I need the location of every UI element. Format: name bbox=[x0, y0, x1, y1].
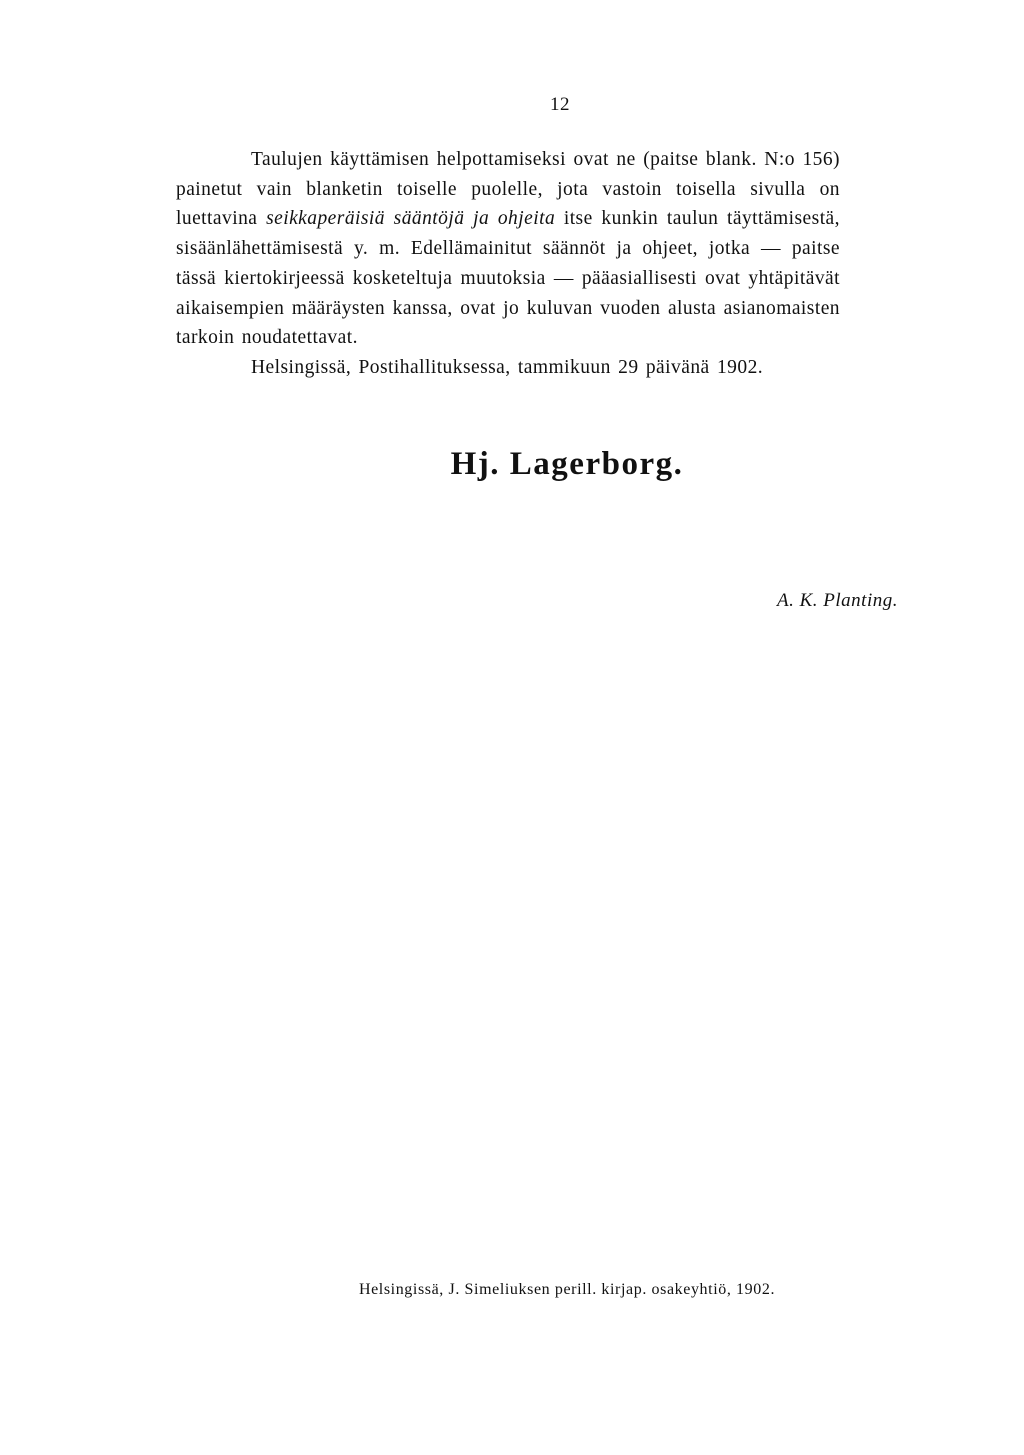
closing-line: Helsingissä, Postihallituksessa, tammikuun 29 päivänä 1902. bbox=[251, 356, 764, 378]
body-text bbox=[176, 145, 840, 383]
printer-imprint: Helsingissä, J. Simeliuksen perill. kirjap. osakeyhtiö, 1902. bbox=[358, 1281, 776, 1298]
italic-phrase: seikkaperäisiä sääntöjä ja ohjeita bbox=[266, 208, 556, 230]
body-paragraph bbox=[176, 145, 840, 353]
paragraph-text-start: Taulujen käyttämisen helpottamiseksi ovat ne (paitse blank. N:o 156) painetut vain blanketin toiselle puolelle, jota vastoin toisella sivulla on luettavina bbox=[176, 149, 840, 230]
paragraph-text-end: itse kunkin taulun täyttämisestä, sisäänlähettämisestä y. m. Edellämainitut säännöt ja ohjeet, jotka — paitse tässä kiertokirjeessä kosketeltuja muutoksia — pääasiallisesti ovat yhtäpitävät aikaisempien määräysten kanssa, ovat jo kuluvan vuoden alusta asianomaisten tarkoin noudatettavat. bbox=[176, 208, 840, 349]
signature-main: Hj. Lagerborg. bbox=[450, 446, 684, 482]
page-number: 12 bbox=[550, 94, 570, 115]
signature-secondary: A. K. Planting. bbox=[777, 590, 898, 611]
